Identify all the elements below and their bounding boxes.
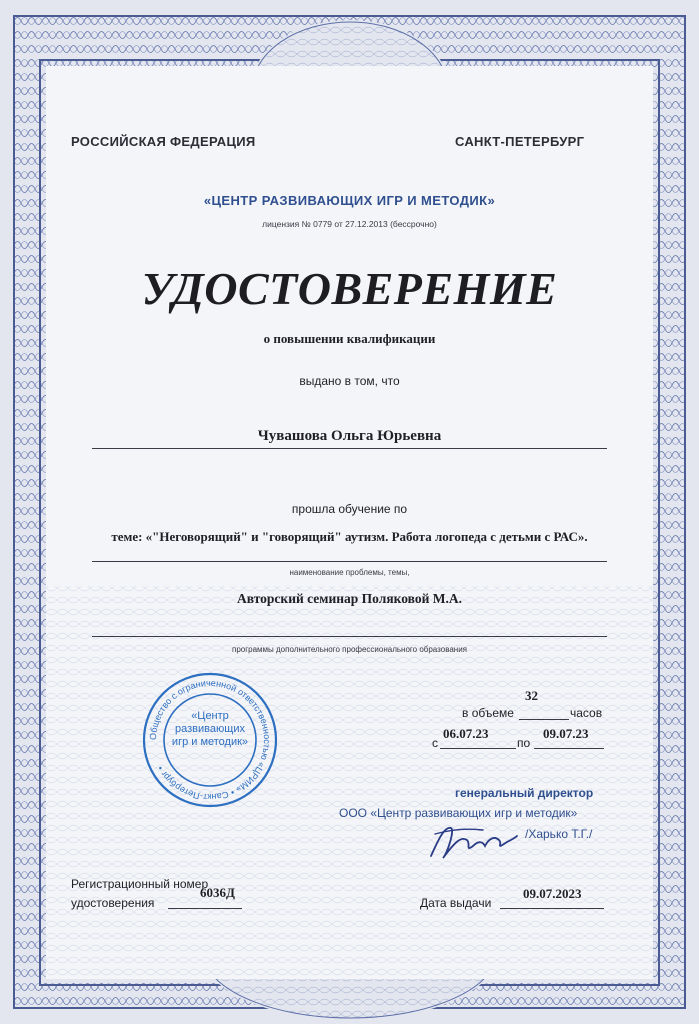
stamp-ring-text: Общество с ограниченной ответственностью «ЦРИМ» • Санкт-Петербург • [147, 677, 273, 803]
registration-label-line1: Регистрационный номер [71, 877, 209, 891]
date-from: 06.07.23 [443, 726, 489, 741]
volume-label: в объеме [462, 706, 514, 720]
topic-caption: наименование проблемы, темы, [289, 568, 410, 577]
registration-underline [168, 908, 242, 909]
city-label: САНКТ-ПЕТЕРБУРГ [455, 134, 585, 149]
hours-value: 32 [525, 688, 538, 703]
issue-date-label: Дата выдачи [420, 896, 492, 910]
passed-text: прошла обучение по [291, 502, 408, 516]
topic-underline [92, 561, 607, 562]
issue-date: 09.07.2023 [523, 886, 582, 901]
program-caption: программы дополнительного профессионального образования [231, 645, 468, 654]
date-to-underline [534, 748, 604, 749]
program-underline [92, 636, 607, 637]
program-name: Авторский семинар Поляковой М.А. [237, 591, 462, 606]
to-label: по [517, 736, 531, 750]
issued-text: выдано в том, что [299, 374, 400, 388]
registration-number: 6036Д [200, 885, 235, 900]
signatory-title: генеральный директор [455, 786, 594, 800]
date-to: 09.07.23 [543, 726, 589, 741]
recipient-name: Чувашова Ольга Юрьевна [257, 428, 442, 444]
document-subtitle: о повышении квалификации [263, 331, 436, 346]
country-label: РОССИЙСКАЯ ФЕДЕРАЦИЯ [71, 134, 256, 149]
registration-label-line2: удостоверения [71, 896, 155, 910]
organization-stamp [142, 672, 278, 808]
course-topic: теме: «"Неговорящий" и "говорящий" аутизм. Работа логопеда с детьми с РАС». [111, 529, 588, 544]
recipient-underline [92, 448, 607, 449]
stamp-center-text: «Центр развивающих игр и методик» [171, 710, 249, 748]
signatory-name: /Харько Т.Г./ [525, 827, 593, 841]
director-signature [425, 816, 520, 866]
license-text: лицензия № 0779 от 27.12.2013 (бессрочно) [262, 219, 437, 229]
signatory-org: ООО «Центр развивающих игр и методик» [339, 806, 578, 820]
hours-underline [519, 719, 569, 720]
from-label: с [432, 736, 438, 750]
hours-label: часов [570, 706, 603, 720]
organization-name: «ЦЕНТР РАЗВИВАЮЩИХ ИГР И МЕТОДИК» [203, 193, 496, 208]
date-from-underline [440, 748, 516, 749]
issue-date-underline [500, 908, 604, 909]
document-title: УДОСТОВЕРЕНИЕ [141, 263, 558, 314]
